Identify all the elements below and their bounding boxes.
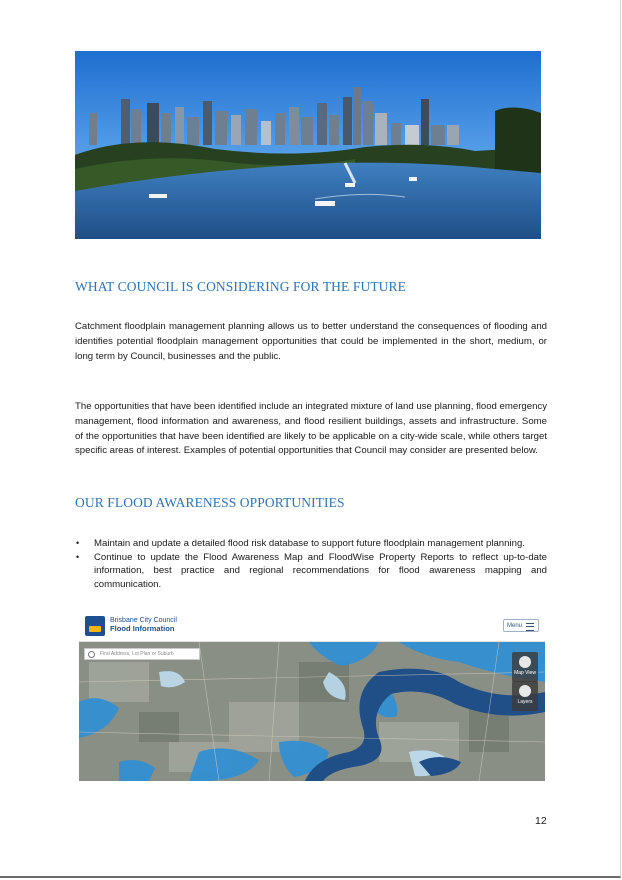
section-heading-flood-awareness: OUR FLOOD AWARENESS OPPORTUNITIES [75,495,345,510]
map-view-button[interactable] [512,652,538,682]
page-number: 12 [535,815,547,827]
map-view-label: Map View [514,670,536,676]
map-view-icon [519,656,531,668]
hero-image-city-river [75,51,541,239]
council-logo-icon [85,616,105,636]
paragraph-catchment-planning: Catchment floodplain management planning allows us to better understand the consequences of flooding and identifies potential floodplain management opportunities that could be implemented in the short, medium, or long term by Council, businesses and the public. [75,321,547,362]
map-search-input[interactable] [84,648,200,660]
opportunities-bullet-list [75,537,547,591]
map-org-name: Brisbane City Council [110,617,177,624]
map-header [79,611,545,642]
map-app-name: Flood Information [110,624,175,633]
locate-icon[interactable] [88,651,95,658]
section-heading-future: WHAT COUNCIL IS CONSIDERING FOR THE FUTURE [75,279,406,294]
hamburger-icon [526,623,534,631]
list-item [75,551,547,592]
layers-label: Layers [517,699,533,705]
bullet-icon: • [76,538,80,548]
bullet-icon: • [76,551,80,562]
layers-button[interactable] [512,681,538,711]
flood-map-canvas [79,642,545,781]
list-item-text: Continue to update the Flood Awareness Map and FloodWise Property Reports to reflect up-to-date information, best practice and regional recommendations for flood awareness mapping and communication. [94,551,547,590]
list-item-text: Maintain and update a detailed flood risk database to support future floodplain management planning. [94,538,525,549]
paragraph-opportunities: The opportunities that have been identified include an integrated mixture of land use planning, flood emergency management, flood information and awareness, and flood resilient buildings, assets and infrastructure. Some of the opportunities that have been identified are likely to be applicable on a city-wide scale, while others target specific areas of interest. Examples of potential opportunities that Council may consider are presented below. [75,401,548,457]
flood-map-screenshot [79,611,545,781]
layers-icon [519,685,531,697]
map-menu-label: Menu [507,623,523,629]
map-search-placeholder: Find Address, Lot Plan or Suburb [100,651,174,657]
map-menu-button [503,619,539,632]
list-item [75,537,547,551]
